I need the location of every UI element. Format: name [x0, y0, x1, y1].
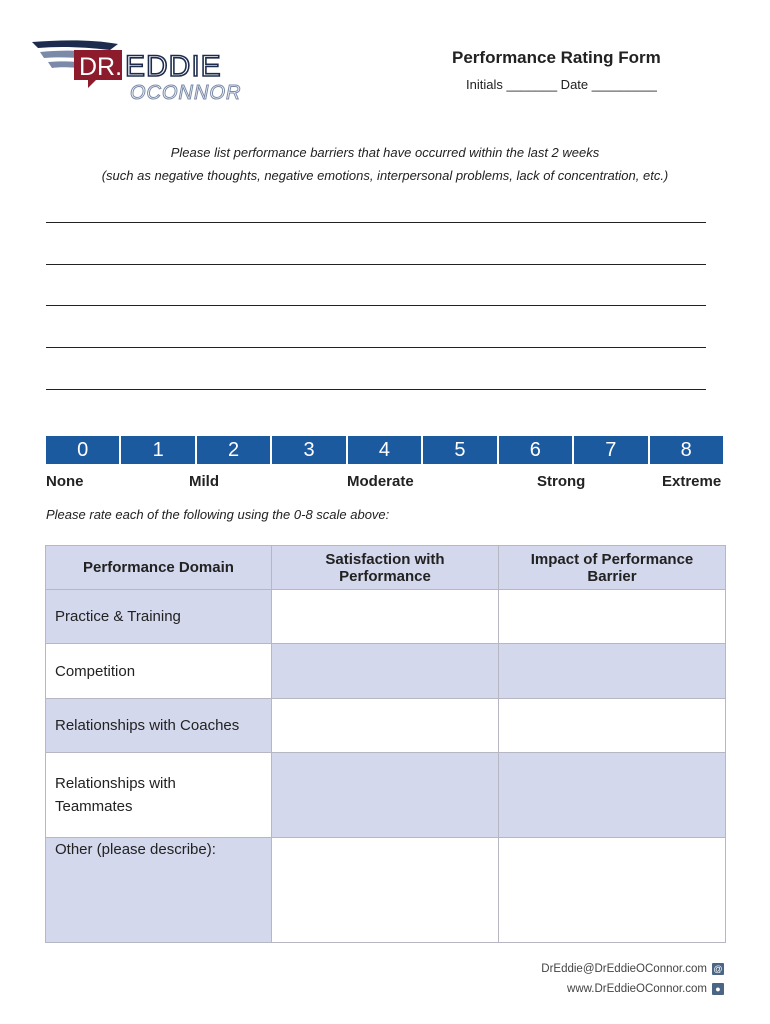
- scale-value-0: 0: [46, 436, 121, 464]
- table-header-row: [46, 546, 726, 590]
- table-row: [46, 644, 726, 699]
- at-icon: @: [713, 964, 723, 974]
- logo-prefix-text: DR.: [79, 53, 123, 81]
- domain-other: Other (please describe):: [46, 838, 272, 943]
- logo-surname-text: OCONNOR: [130, 82, 242, 104]
- impact-column-header: Impact of Performance Barrier: [499, 546, 726, 590]
- table-row: [46, 753, 726, 838]
- satisfaction-input-cell[interactable]: [272, 838, 499, 943]
- table-row: [46, 838, 726, 943]
- barrier-examples: (such as negative thoughts, negative emotions, interpersonal problems, lack of concentration, etc.): [101, 168, 669, 183]
- performance-domain-table: [45, 545, 726, 943]
- globe-icon: ●: [712, 983, 724, 995]
- barrier-entry-line[interactable]: [46, 210, 706, 223]
- barrier-entry-line[interactable]: [46, 293, 706, 306]
- scale-value-5: 5: [423, 436, 498, 464]
- scale-value-7: 7: [574, 436, 649, 464]
- form-title: Performance Rating Form: [452, 48, 661, 67]
- scale-value-2: 2: [197, 436, 272, 464]
- scale-label-extreme: Extreme: [662, 473, 722, 490]
- satisfaction-input-cell[interactable]: [272, 644, 499, 699]
- barrier-instruction: Please list performance barriers that have occurred within the last 2 weeks: [170, 145, 600, 160]
- dr-eddie-oconnor-logo: [30, 36, 280, 106]
- impact-input-cell[interactable]: [499, 590, 726, 644]
- domain-relationships-coaches: Relationships with Coaches: [46, 699, 272, 753]
- barrier-entry-line[interactable]: [46, 335, 706, 348]
- table-row: [46, 590, 726, 644]
- impact-input-cell[interactable]: [499, 753, 726, 838]
- domain-relationships-teammates: Relationships with Teammates: [46, 753, 272, 838]
- domain-practice-training: Practice & Training: [46, 590, 272, 644]
- satisfaction-input-cell[interactable]: [272, 699, 499, 753]
- scale-value-1: 1: [121, 436, 196, 464]
- rating-instruction: Please rate each of the following using the 0-8 scale above:: [46, 507, 390, 522]
- scale-value-4: 4: [348, 436, 423, 464]
- impact-input-cell[interactable]: [499, 699, 726, 753]
- scale-label-moderate: Moderate: [347, 473, 414, 490]
- footer-website[interactable]: [567, 983, 724, 995]
- scale-label-mild: Mild: [189, 473, 219, 490]
- scale-value-3: 3: [272, 436, 347, 464]
- logo-name-text: EDDIE: [125, 50, 222, 83]
- email-text[interactable]: DrEddie@DrEddieOConnor.com: [541, 963, 707, 975]
- domain-competition: Competition: [46, 644, 272, 699]
- footer-email[interactable]: [541, 963, 724, 975]
- initials-date-line[interactable]: Initials _______ Date _________: [466, 77, 657, 92]
- rating-scale-bar: [46, 436, 723, 464]
- satisfaction-input-cell[interactable]: [272, 753, 499, 838]
- website-text[interactable]: www.DrEddieOConnor.com: [567, 983, 707, 995]
- satisfaction-input-cell[interactable]: [272, 590, 499, 644]
- scale-label-none: None: [46, 473, 84, 490]
- scale-value-8: 8: [650, 436, 723, 464]
- impact-input-cell[interactable]: [499, 838, 726, 943]
- satisfaction-column-header: Satisfaction with Performance: [272, 546, 499, 590]
- scale-value-6: 6: [499, 436, 574, 464]
- impact-input-cell[interactable]: [499, 644, 726, 699]
- barrier-entry-line[interactable]: [46, 252, 706, 265]
- scale-label-strong: Strong: [537, 473, 586, 490]
- domain-column-header: Performance Domain: [46, 546, 272, 590]
- barrier-entry-line[interactable]: [46, 377, 706, 390]
- table-row: [46, 699, 726, 753]
